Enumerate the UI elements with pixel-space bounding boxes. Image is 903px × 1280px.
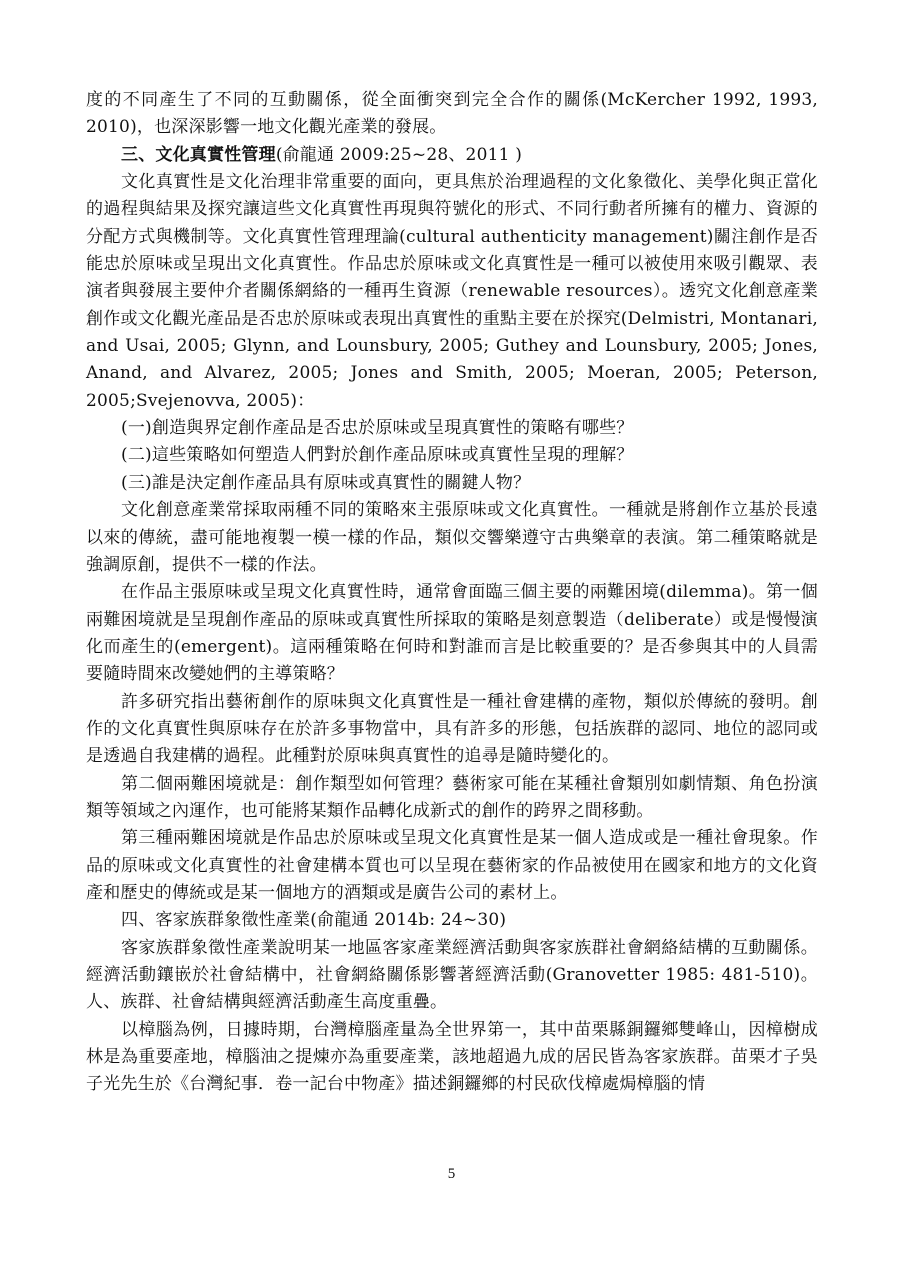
paragraph: 第二個兩難困境就是：創作類型如何管理？藝術家可能在某種社會類別如劇情類、角色扮演類等領域之內運作，也可能將某類作品轉化成新式的創作的跨界之間移動。 (86, 773, 818, 821)
paragraph: 文化創意產業常採取兩種不同的策略來主張原味或文化真實性。一種就是將創作立基於長遠以來的傳統，盡可能地複製一模一樣的作品，類似交響樂遵守古典樂章的表演。第二種策略就是強調原創，提供不一樣的作法。 (86, 500, 818, 575)
paragraph-continuation: 度的不同產生了不同的互動關係，從全面衝突到完全合作的關係(McKercher 1992, 1993, 2010)，也深深影響一地文化觀光產業的發展。 (86, 90, 818, 138)
body-text (86, 87, 818, 1099)
list-item: (一)創造與界定創作產品是否忠於原味或呈現真實性的策略有哪些？ (121, 418, 634, 439)
paragraph: 文化真實性是文化治理非常重要的面向，更具焦於治理過程的文化象徵化、美學化與正當化的過程與結果及探究讓這些文化真實性再現與符號化的形式、不同行動者所擁有的權力、資源的分配方式與機制等。文化真實性管理理論(cultural authenticity management)關注創作是否能忠於原味或呈現出文化真實性。作品忠於原味或文化真實性是一種可以被使用來吸引觀眾、表演者與發展主要仲介者關係網絡的一種再生資源（renewable resources）。透究文化創意產業創作或文化觀光產品是否忠於原味或表現出真實性的重點主要在於探究(Delmistri, Montanari, and Usai, 2005; Glynn, and Lounsbury, 2005; Guthey and Lounsbury, 2005; Jones, Anand, and Alvarez, 2005; Jones and Smith, 2005; Moeran, 2005; Peterson, 2005;Svejenovva, 2005)： (86, 172, 818, 411)
paragraph: 客家族群象徵性產業說明某一地區客家產業經濟活動與客家族群社會網絡結構的互動關係。經濟活動鑲嵌於社會結構中，社會網絡關係影響著經濟活動(Granovetter 1985: 481-510)。人、族群、社會結構與經濟活動產生高度重疊。 (86, 937, 818, 1013)
section-heading-citation: (俞龍通 2009:25~28、2011 ) (275, 144, 523, 165)
list-item: (三)誰是決定創作產品具有原味或真實性的關鍵人物？ (121, 472, 531, 493)
section-heading-title: 三、文化真實性管理 (121, 144, 276, 165)
list-item: (二)這些策略如何塑造人們對於創作產品原味或真實性呈現的理解？ (121, 445, 634, 466)
paragraph: 以樟腦為例，日據時期，台灣樟腦產量為全世界第一，其中苗栗縣銅鑼鄉雙峰山，因樟樹成林是為重要產地，樟腦油之提煉亦為重要產業，該地超過九成的居民皆為客家族群。苗栗才子吳子光先生於《台灣紀事．卷一記台中物產》描述銅鑼鄉的村民砍伐樟處焗樟腦的情 (86, 1019, 818, 1095)
page-number: 5 (447, 1166, 456, 1182)
section-heading-3 (86, 142, 818, 169)
paragraph: 第三種兩難困境就是作品忠於原味或呈現文化真實性是某一個人造成或是一種社會現象。作品的原味或文化真實性的社會建構本質也可以呈現在藝術家的作品被使用在國家和地方的文化資產和歷史的傳統或是某一個地方的酒類或是廣告公司的素材上。 (86, 828, 818, 903)
paragraph: 許多研究指出藝術創作的原味與文化真實性是一種社會建構的產物，類似於傳統的發明。創作的文化真實性與原味存在於許多事物當中，具有許多的形態，包括族群的認同、地位的認同或是透過自我建構的過程。此種對於原味與真實性的追尋是隨時變化的。 (86, 691, 818, 767)
section-heading-4: 四、客家族群象徵性產業(俞龍通 2014b: 24~30) (121, 910, 507, 931)
paragraph: 在作品主張原味或呈現文化真實性時，通常會面臨三個主要的兩難困境(dilemma)。第一個兩難困境就是呈現創作產品的原味或真實性所採取的策略是刻意製造（deliberate）或是慢慢演化而產生的(emergent)。這兩種策略在何時和對誰而言是比較重要的？是否參與其中的人員需要隨時間來改變她們的主導策略？ (86, 582, 818, 685)
